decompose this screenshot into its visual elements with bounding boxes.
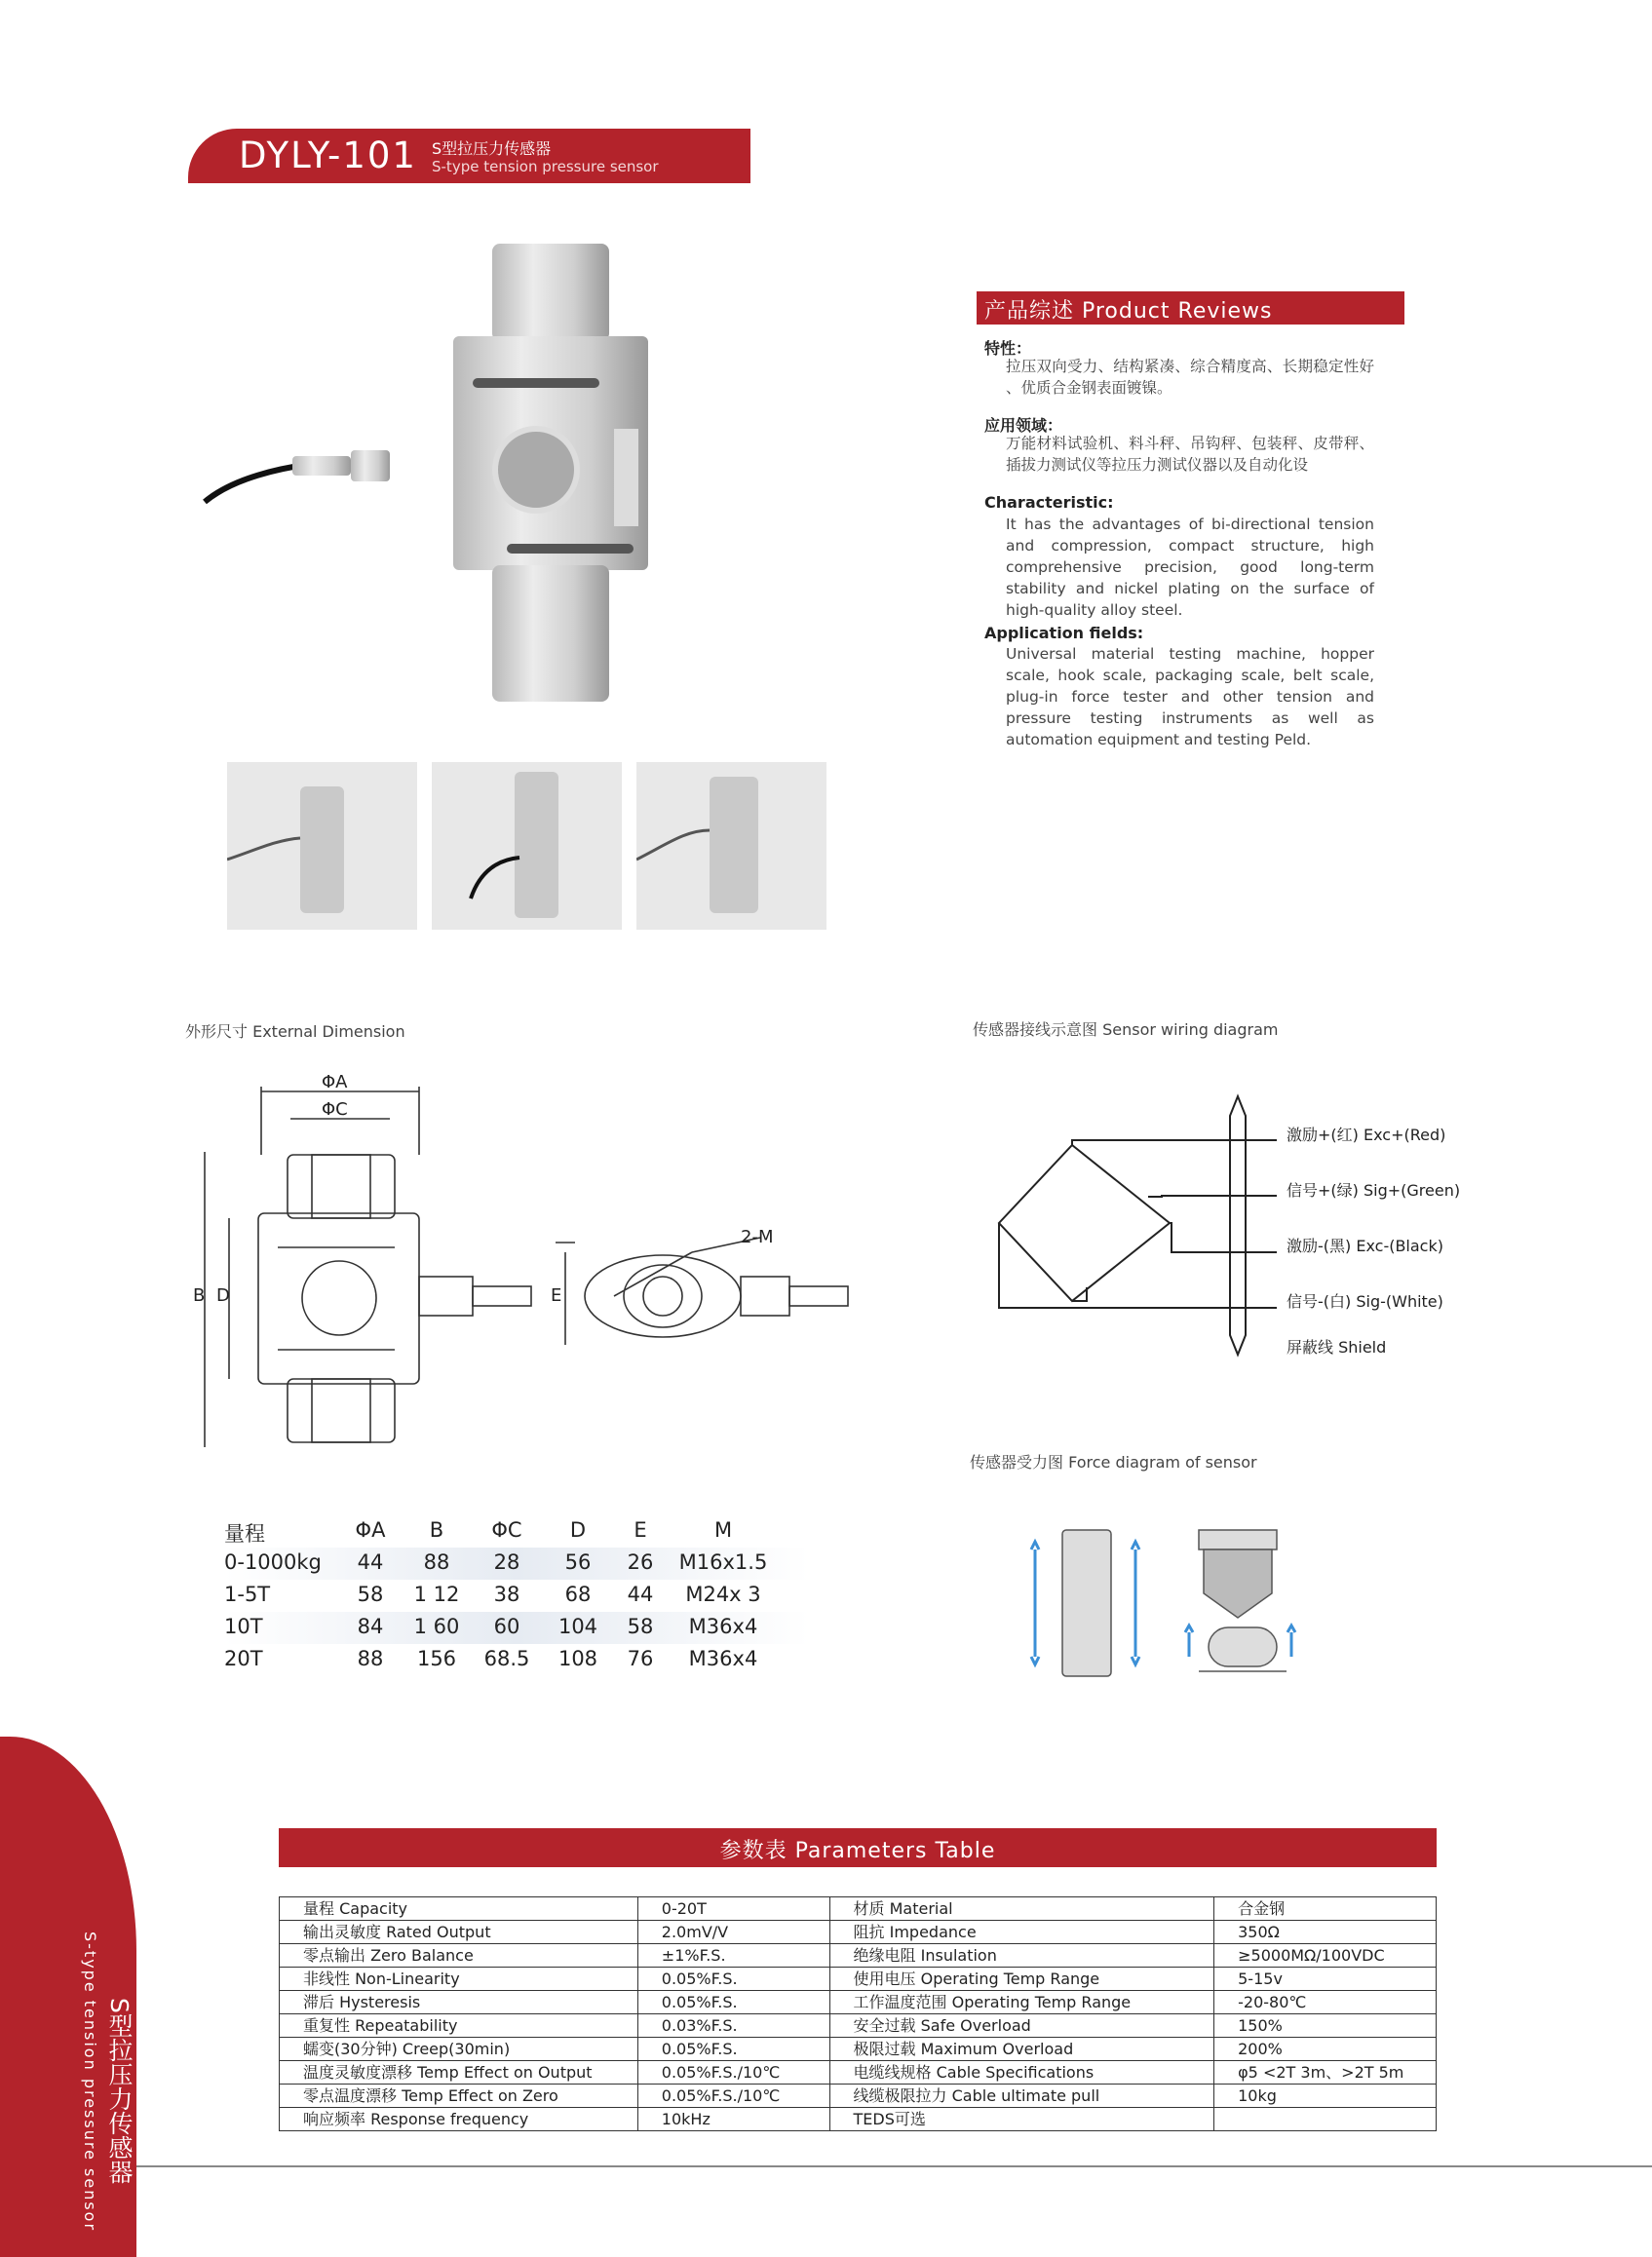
param-name: 极限过载 Maximum Overload [829,2038,1214,2061]
dims-cell: M36x4 [688,1615,758,1638]
dims-cell: M16x1.5 [678,1550,768,1574]
thumbnail-photo [432,762,622,930]
param-name: 零点输出 Zero Balance [280,1944,638,1968]
param-name: 阻抗 Impedance [829,1921,1214,1944]
param-value: 150% [1214,2014,1437,2038]
table-row [280,2014,1437,2038]
param-value: 0.05%F.S. [637,1968,829,1991]
dims-cell: 26 [627,1550,654,1574]
dims-cell: 44 [627,1583,654,1606]
dims-cell: 38 [493,1583,520,1606]
side-title-cn: S型拉压力传感器 [105,1998,134,2184]
table-row [280,2085,1437,2108]
param-value: 200% [1214,2038,1437,2061]
param-name: 安全过载 Safe Overload [829,2014,1214,2038]
table-row [280,1921,1437,1944]
wiring-diagram-label: 传感器接线示意图 Sensor wiring diagram [973,1020,1279,1039]
param-value: 350Ω [1214,1921,1437,1944]
param-name: 温度灵敏度漂移 Temp Effect on Output [280,2061,638,2085]
force-diagram-label: 传感器受力图 Force diagram of sensor [970,1453,1257,1472]
param-value: 10kg [1214,2085,1437,2108]
param-name: 使用电压 Operating Temp Range [829,1968,1214,1991]
dims-header-cell: ΦA [355,1518,386,1542]
dims-cell: 20T [224,1647,263,1670]
application-fields-heading: Application fields: [984,624,1144,642]
wiring-diagram [984,1091,1277,1364]
param-name: 非线性 Non-Linearity [280,1968,638,1991]
dims-cell: 88 [423,1550,450,1574]
dims-header-cell: E [634,1518,647,1542]
dims-cell: 58 [627,1615,654,1638]
label-phiA: ΦA [322,1072,348,1092]
dims-header-cell: 量程 [224,1522,265,1546]
wire-label: 信号-(白) Sig-(White) [1287,1292,1443,1311]
dims-cell: 0-1000kg [224,1550,322,1574]
param-name: 滞后 Hysteresis [280,1991,638,2014]
side-title-en: S-type tension pressure sensor [81,1932,99,2233]
thumbnail-photo [636,762,826,930]
table-row [280,1897,1437,1921]
label-phiC: ΦC [322,1099,348,1120]
dims-cell: 88 [357,1647,384,1670]
feature-heading: 特性： [984,339,1032,358]
dims-row [224,1548,809,1580]
application-heading: 应用领域： [984,416,1063,435]
param-name: 零点温度漂移 Temp Effect on Zero [280,2085,638,2108]
param-value: 0.03%F.S. [637,2014,829,2038]
table-row [280,1968,1437,1991]
dims-row [224,1580,809,1612]
force-diagram [1023,1520,1316,1686]
table-row [280,2038,1437,2061]
application-text: 万能材料试验机、料斗秤、吊钩秤、包装秤、皮带秤、插拔力测试仪等拉压力测试仪器以及自动化设 [1006,435,1374,474]
param-value: ≥5000MΩ/100VDC [1214,1944,1437,1968]
dims-cell: 10T [224,1615,263,1638]
table-row [280,1991,1437,2014]
param-name: 线缆极限拉力 Cable ultimate pull [829,2085,1214,2108]
dims-cell: 68 [564,1583,592,1606]
dims-cell: M24x 3 [685,1583,761,1606]
param-value: 0.05%F.S./10℃ [637,2085,829,2108]
label-E: E [551,1285,562,1306]
product-model: DYLY-101 [239,134,417,176]
param-name: 材质 Material [829,1897,1214,1921]
dims-cell: 108 [557,1647,598,1670]
param-value: 0.05%F.S. [637,2038,829,2061]
param-name: 电缆线规格 Cable Specifications [829,2061,1214,2085]
dims-cell: 56 [564,1550,592,1574]
param-name: TEDS可选 [829,2108,1214,2131]
product-title-en: S-type tension pressure sensor [432,158,659,175]
param-name: 输出灵敏度 Rated Output [280,1921,638,1944]
parameters-table [279,1896,1437,2131]
dims-header-cell: B [429,1518,444,1542]
param-name: 绝缘电阻 Insulation [829,1944,1214,1968]
dims-cell: 44 [357,1550,384,1574]
table-row [280,2108,1437,2131]
dims-cell: 76 [627,1647,654,1670]
dims-cell: 28 [493,1550,520,1574]
param-value: 5-15v [1214,1968,1437,1991]
dimension-drawing [185,1072,867,1462]
param-name: 蠕变(30分钟) Creep(30min) [280,2038,638,2061]
dims-cell: 104 [557,1615,598,1638]
bottom-rule [136,2165,1652,2167]
dims-row [224,1612,809,1644]
label-M: 2-M [741,1227,774,1247]
application-fields-text: Universal material testing machine, hopper scale, hook scale, packaging scale, belt scale, plug-in force tester and other tension and pressure testing instruments as well as automation equipment and testing Peld. [1006,645,1374,748]
param-value: 10kHz [637,2108,829,2131]
parameters-title: 参数表 Parameters Table [719,1839,996,1863]
param-value: 0.05%F.S. [637,1991,829,2014]
feature-text: 拉压双向受力、结构紧凑、综合精度高、长期稳定性好 、优质合金钢表面镀镍。 [1006,358,1374,397]
characteristic-text: It has the advantages of bi-directional tension and compression, compact structure, high comprehensive precision, good long-term stability and nickel plating on the surface of high-quality alloy steel. [1006,516,1374,619]
wire-label: 激励+(红) Exc+(Red) [1287,1126,1446,1144]
label-B: B [193,1285,206,1306]
wire-label: 屏蔽线 Shield [1287,1338,1387,1357]
dims-header-cell: M [713,1518,733,1542]
dims-cell: M36x4 [688,1647,758,1670]
param-value: 2.0mV/V [637,1921,829,1944]
dims-cell: 1-5T [224,1583,271,1606]
dims-cell: 1 60 [413,1615,460,1638]
dims-row [224,1644,809,1676]
dims-cell: 156 [416,1647,457,1670]
param-value: 0.05%F.S./10℃ [637,2061,829,2085]
param-name: 量程 Capacity [280,1897,638,1921]
dims-cell: 1 12 [413,1583,460,1606]
param-value: 0-20T [637,1897,829,1921]
param-value: ±1%F.S. [637,1944,829,1968]
dims-header-cell: ΦC [491,1518,522,1542]
dims-cell: 60 [493,1615,520,1638]
review-title: 产品综述 Product Reviews [984,299,1273,324]
dims-cell: 68.5 [483,1647,530,1670]
product-photo [195,234,711,721]
dims-header-row [224,1515,809,1548]
table-row [280,2061,1437,2085]
label-D: D [216,1285,230,1306]
param-name: 响应频率 Response frequency [280,2108,638,2131]
param-name: 重复性 Repeatability [280,2014,638,2038]
dims-cell: 58 [357,1583,384,1606]
param-value [1214,2108,1437,2131]
param-value: -20-80℃ [1214,1991,1437,2014]
param-value: 合金钢 [1214,1897,1437,1921]
dims-header-cell: D [569,1518,587,1542]
characteristic-heading: Characteristic: [984,493,1114,512]
param-name: 工作温度范围 Operating Temp Range [829,1991,1214,2014]
product-title-cn: S型拉压力传感器 [432,139,552,158]
wire-label: 激励-(黑) Exc-(Black) [1287,1237,1443,1255]
wire-label: 信号+(绿) Sig+(Green) [1287,1181,1461,1200]
external-dimension-label: 外形尺寸 External Dimension [185,1022,405,1041]
dims-cell: 84 [357,1615,384,1638]
thumbnail-photo [227,762,417,930]
table-row [280,1944,1437,1968]
param-value: φ5 <2T 3m、>2T 5m [1214,2061,1437,2085]
